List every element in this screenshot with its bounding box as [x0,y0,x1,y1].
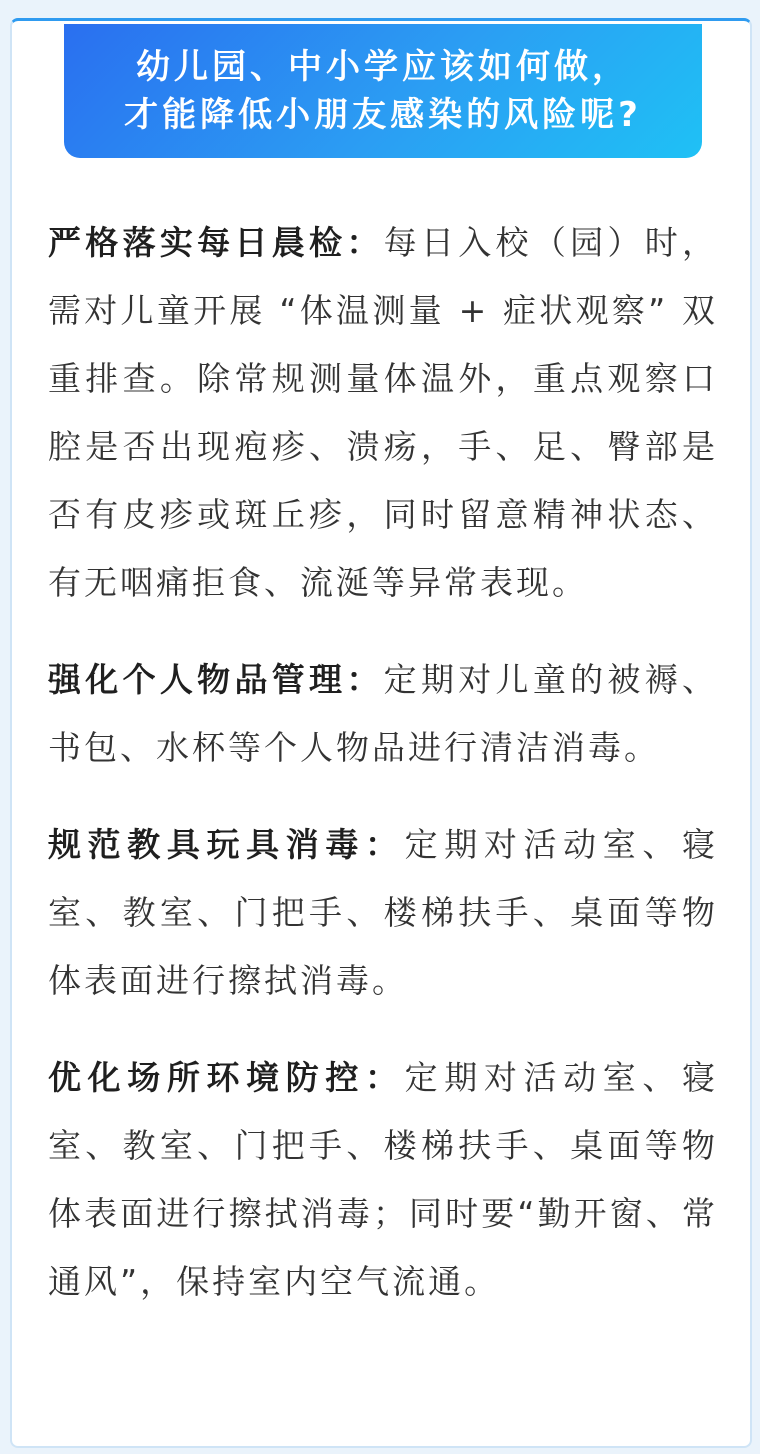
section-label: 强化个人物品管理： [48,660,384,699]
section-text: 定期对儿童的被褥、书包、水杯等个人物品进行清洁消毒。 [48,660,719,767]
title-line-1: 幼儿园、中小学应该如何做， [136,47,630,87]
section-morning-check [48,209,718,617]
section-personal-items [48,646,718,782]
section-text: 每日入校（园）时，需对儿童开展 “体温测量 + 症状观察” 双重排查。除常规测量体温外，重点观察口腔是否出现疱疹、溃疡，手、足、臀部是否有皮疹或斑丘疹，同时留意精神状态、有无咽痛拒食、流涎等异常表现。 [48,223,719,602]
article-body [48,209,718,1345]
article-card [10,18,752,1448]
section-label: 严格落实每日晨检： [48,223,384,262]
section-label: 优化场所环境防控： [48,1058,405,1097]
section-text: 定期对活动室、寝室、教室、门把手、楼梯扶手、桌面等物体表面进行擦拭消毒。 [48,825,718,1000]
section-environment-control [48,1044,718,1316]
title-banner [64,24,702,158]
section-text: 定期对活动室、寝室、教室、门把手、楼梯扶手、桌面等物体表面进行擦拭消毒；同时要“勤开窗、常通风”，保持室内空气流通。 [48,1058,718,1301]
section-toy-disinfection [48,811,718,1015]
section-label: 规范教具玩具消毒： [48,825,405,864]
title-line-2: 才能降低小朋友感染的风险呢? [124,95,642,135]
